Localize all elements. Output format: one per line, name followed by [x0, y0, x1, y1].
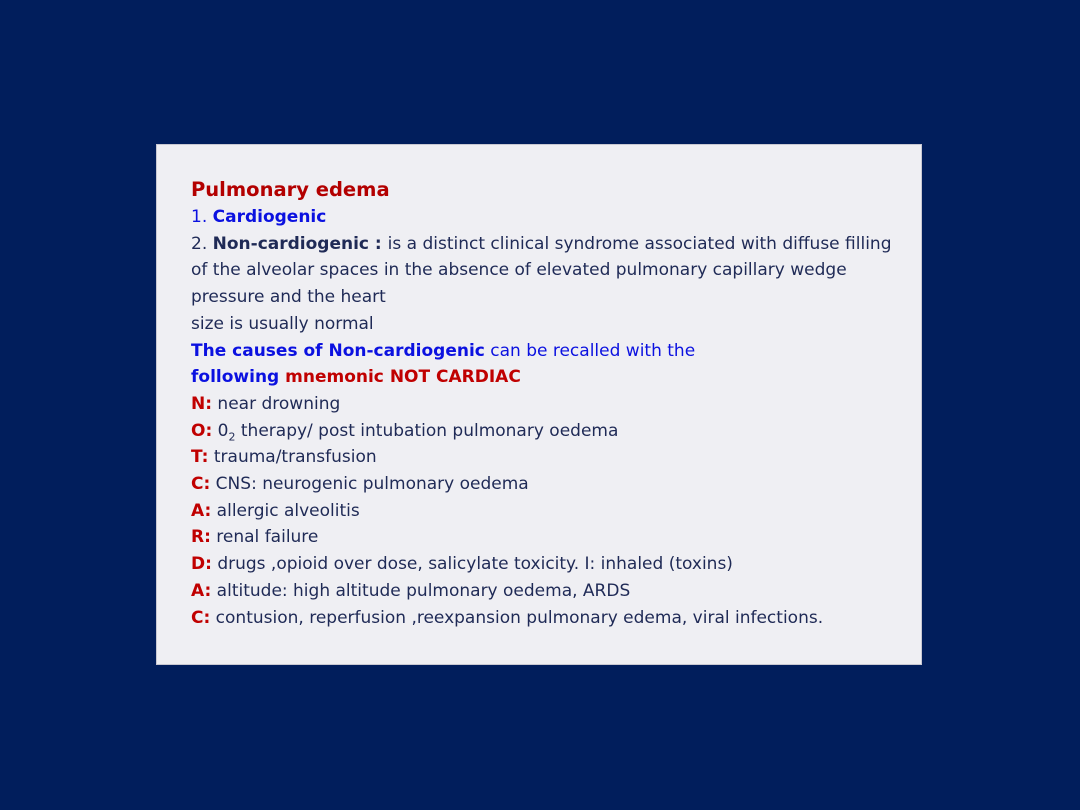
following-word: following: [191, 367, 280, 388]
list-item: [191, 418, 895, 445]
item-number: 2.: [191, 233, 213, 254]
mnemonic-text: 0: [212, 420, 229, 441]
item-noncardiogenic: [191, 231, 895, 258]
noncardiogenic-label: Non-cardiogenic: [212, 233, 370, 254]
subscript: 2: [228, 430, 236, 444]
mnemonic-text: renal failure: [210, 527, 319, 548]
list-item: [191, 471, 895, 498]
mnemonic-text: allergic alveolitis: [211, 500, 360, 521]
mnemonic-text: drugs ,opioid over dose, salicylate toxicity. I: inhaled (toxins): [211, 554, 733, 575]
separator: :: [369, 233, 388, 254]
mnemonic-name: NOT CARDIAC: [389, 367, 521, 388]
mnemonic-text: altitude: high altitude pulmonary oedema, ARDS: [211, 580, 631, 601]
definition-line: pressure and the heart: [191, 287, 386, 308]
mnemonic-letter: C:: [191, 474, 211, 495]
causes-text: can be recalled with the: [484, 340, 696, 361]
mnemonic-letter: T:: [191, 447, 209, 468]
mnemonic-letter: N:: [191, 393, 213, 414]
causes-line: [191, 338, 895, 365]
mnemonic-text: trauma/transfusion: [208, 447, 377, 468]
list-item: [191, 498, 895, 525]
cardiogenic-label: Cardiogenic: [212, 207, 327, 227]
list-item: [191, 524, 895, 551]
list-item: [191, 444, 895, 471]
causes-heading: The causes of Non-cardiogenic: [191, 340, 485, 361]
mnemonic-word: mnemonic: [279, 367, 390, 388]
list-item: [191, 605, 895, 632]
mnemonic-letter: O:: [191, 420, 213, 441]
definition-line: size is usually normal: [191, 313, 374, 334]
mnemonic-text: near drowning: [212, 393, 341, 414]
mnemonic-letter: A:: [191, 580, 212, 601]
mnemonic-letter: D:: [191, 554, 212, 575]
mnemonic-text: CNS: neurogenic pulmonary oedema: [210, 474, 529, 495]
slide-card: [156, 144, 922, 665]
definition-text: is a distinct clinical syndrome associated with diffuse filling: [387, 233, 892, 254]
list-item: [191, 391, 895, 418]
item-cardiogenic: [191, 204, 895, 231]
mnemonic-text: contusion, reperfusion ,reexpansion pulmonary edema, viral infections.: [210, 607, 824, 628]
item-number: 1.: [191, 207, 213, 227]
list-item: [191, 578, 895, 605]
mnemonic-letter: R:: [191, 527, 211, 548]
definition-line: of the alveolar spaces in the absence of elevated pulmonary capillary wedge: [191, 260, 847, 281]
slide-title: Pulmonary edema: [191, 178, 390, 201]
mnemonic-text: therapy/ post intubation pulmonary oedema: [235, 420, 619, 441]
list-item: [191, 551, 895, 578]
mnemonic-line: [191, 364, 895, 391]
mnemonic-letter: C:: [191, 607, 211, 628]
mnemonic-letter: A:: [191, 500, 212, 521]
